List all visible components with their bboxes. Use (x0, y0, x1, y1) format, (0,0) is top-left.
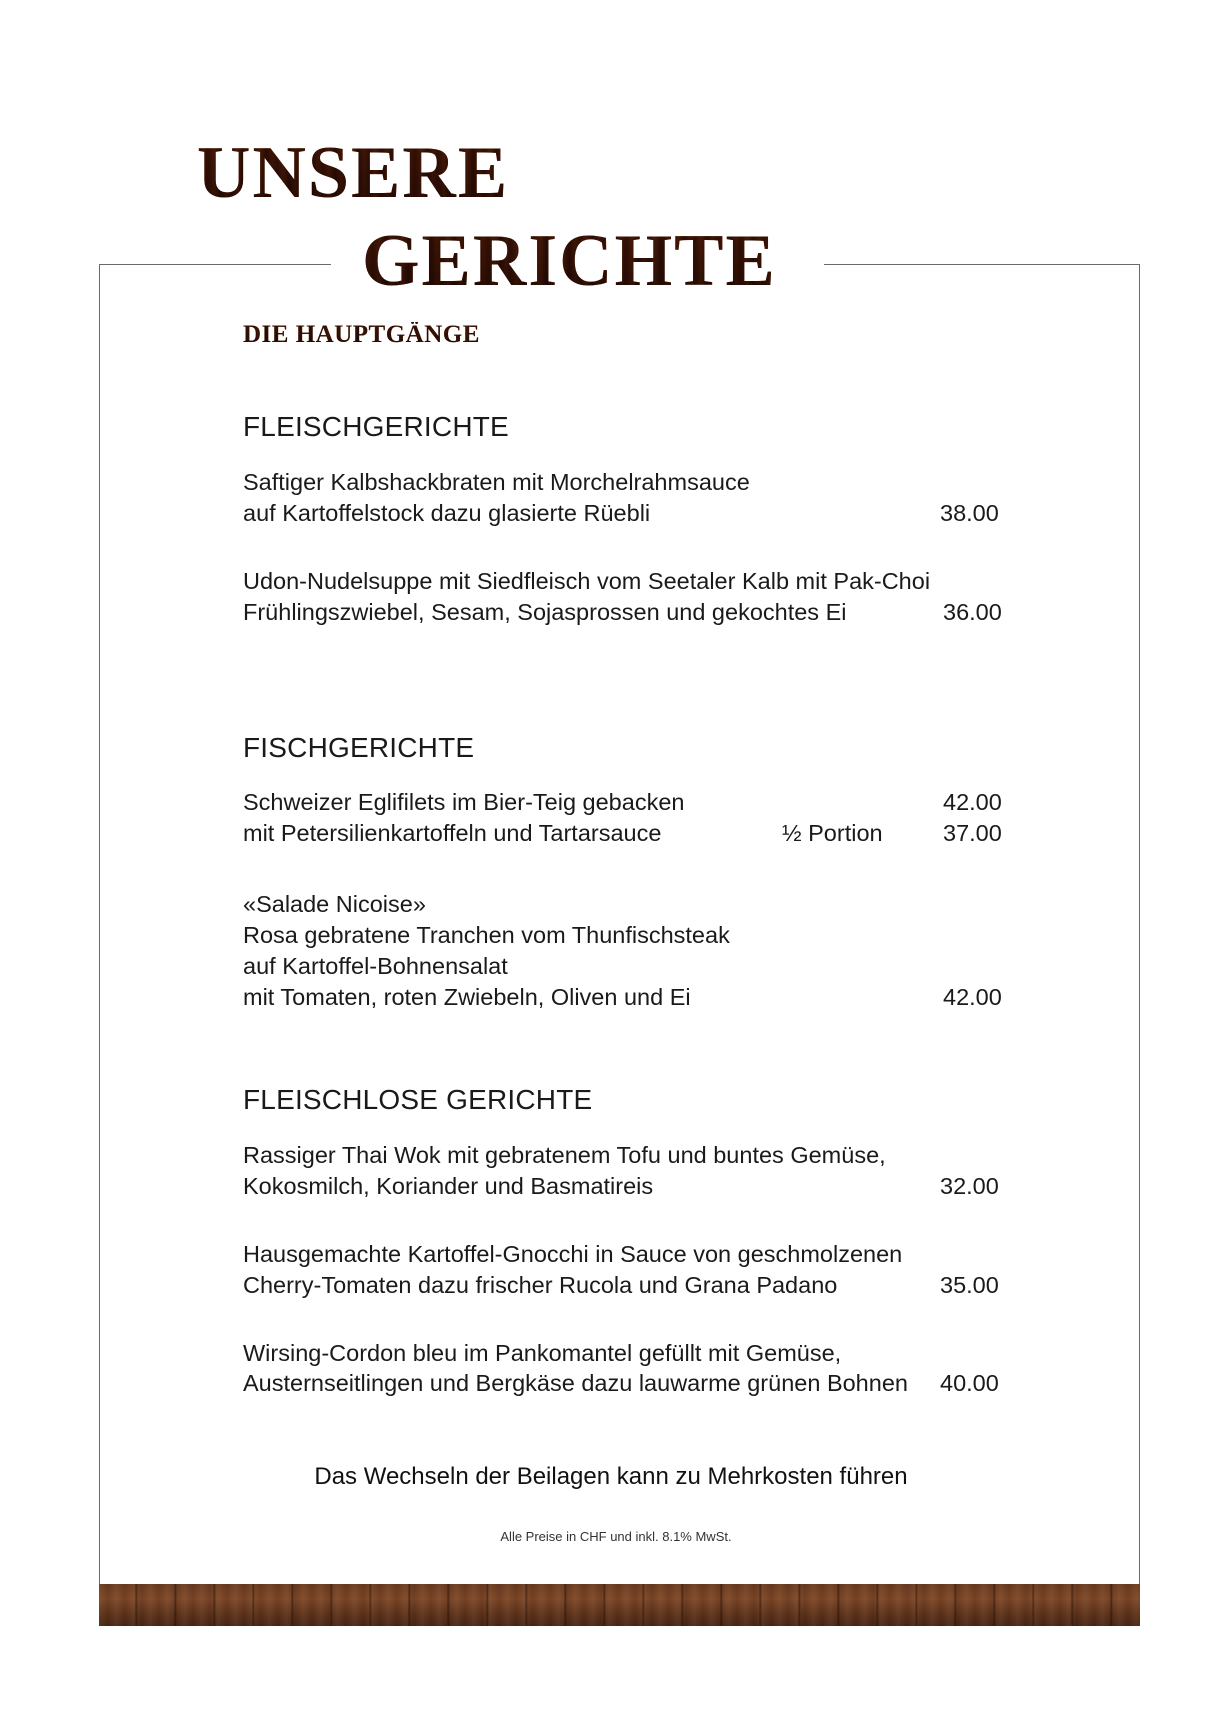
menu-title-line1: UNSERE (197, 132, 510, 214)
section-heading-meat: FLEISCHGERICHTE (243, 411, 509, 442)
dish-line: Saftiger Kalbshackbraten mit Morchelrahmsauce (243, 469, 750, 495)
section-heading-vegetarian: FLEISCHLOSE GERICHTE (243, 1084, 593, 1115)
frame-line-left (99, 264, 100, 1626)
dish-price: 40.00 (940, 1370, 999, 1396)
dish-line: Kokosmilch, Koriander und Basmatireis (243, 1173, 654, 1199)
frame-line-right (1139, 264, 1140, 1626)
wood-footer-strip (99, 1584, 1140, 1626)
dish-line: Hausgemachte Kartoffel-Gnocchi in Sauce von geschmolzenen (243, 1241, 903, 1267)
dish-price: 32.00 (940, 1173, 999, 1199)
dish-line: mit Tomaten, roten Zwiebeln, Oliven und Ei (243, 984, 691, 1010)
dish-price: 38.00 (940, 500, 999, 526)
dish-line: Wirsing-Cordon bleu im Pankomantel gefüllt mit Gemüse, (243, 1340, 842, 1366)
frame-line-top-left (99, 264, 331, 265)
menu-title-line2: GERICHTE (362, 220, 777, 302)
half-portion-price: 37.00 (943, 820, 1002, 846)
dish-line: mit Petersilienkartoffeln und Tartarsauce (243, 820, 662, 846)
dish-line: «Salade Nicoise» (243, 891, 426, 917)
dish-price: 42.00 (943, 984, 1002, 1010)
dish-price: 42.00 (943, 789, 1002, 815)
dish-price: 36.00 (943, 599, 1002, 625)
half-portion-label: ½ Portion (782, 820, 883, 846)
dish-line: Rosa gebratene Tranchen vom Thunfischsteak (243, 922, 730, 948)
dish-line: Schweizer Eglifilets im Bier-Teig gebacken (243, 789, 685, 815)
dish-line: auf Kartoffel-Bohnensalat (243, 953, 508, 979)
dish-line: Austernseitlingen und Bergkäse dazu lauwarme grünen Bohnen (243, 1370, 908, 1396)
section-heading-fish: FISCHGERICHTE (243, 732, 475, 763)
dish-line: Cherry-Tomaten dazu frischer Rucola und Grana Padano (243, 1272, 838, 1298)
price-footnote: Alle Preise in CHF und inkl. 8.1% MwSt. (500, 1529, 732, 1544)
dish-line: Udon-Nudelsuppe mit Siedfleisch vom Seetaler Kalb mit Pak-Choi (243, 568, 931, 594)
dish-line: Rassiger Thai Wok mit gebratenem Tofu und buntes Gemüse, (243, 1142, 886, 1168)
dish-price: 35.00 (940, 1272, 999, 1298)
menu-subtitle: DIE HAUPTGÄNGE (243, 321, 480, 348)
dish-line: auf Kartoffelstock dazu glasierte Rüebli (243, 500, 651, 526)
frame-line-top-right (824, 264, 1140, 265)
dish-line: Frühlingszwiebel, Sesam, Sojasprossen und gekochtes Ei (243, 599, 847, 625)
side-dish-notice: Das Wechseln der Beilagen kann zu Mehrkosten führen (314, 1463, 908, 1490)
